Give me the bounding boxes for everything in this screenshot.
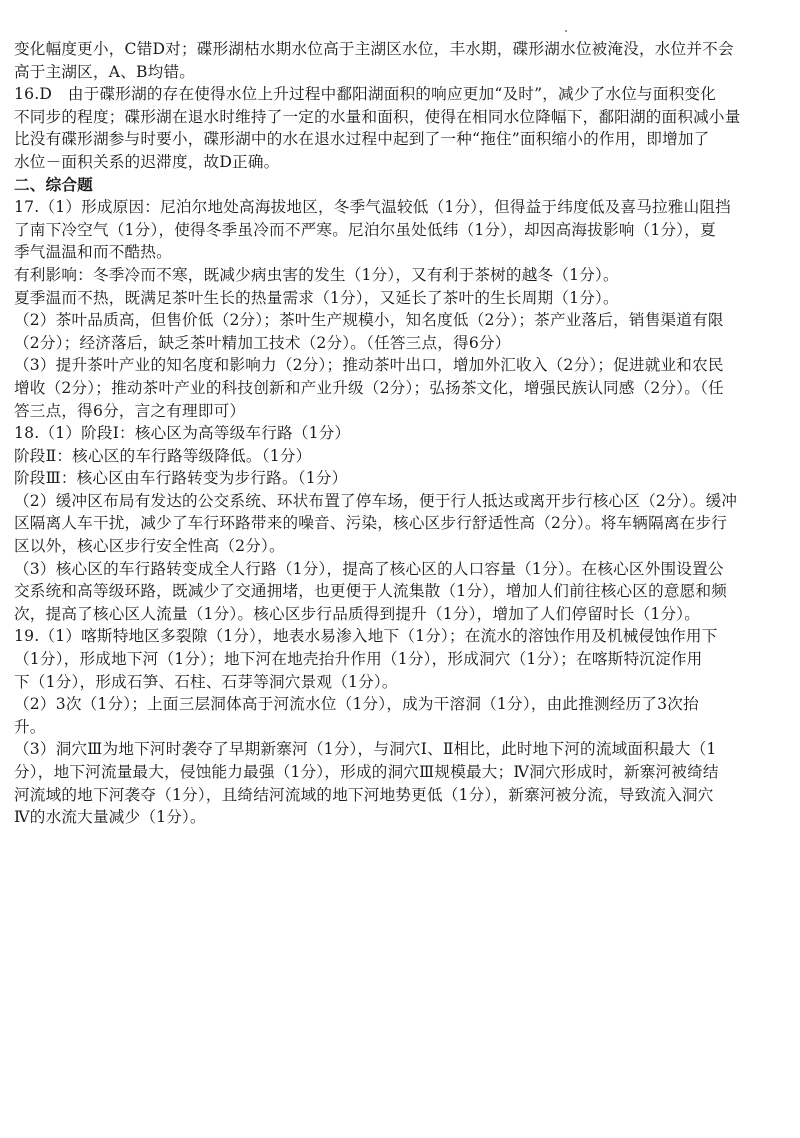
text-line: 17.（1）形成原因：尼泊尔地处高海拔地区，冬季气温较低（1分），但得益于纬度低及喜马拉雅山阻挡 [14,198,731,217]
section-heading: 二、综合题 [14,174,93,194]
text-line: Ⅳ的水流大量减少（1分）。 [14,808,206,827]
text-line: 次，提高了核心区人流量（1分）。核心区步行品质得到提升（1分），增加了人们停留时长（1分）。 [14,604,701,623]
text-line: 答三点，得6分，言之有理即可） [14,401,246,420]
answer-document [14,38,786,829]
text-line: 阶段Ⅲ：核心区由车行路转变为步行路。（1分） [14,469,348,488]
text-line: 区以外，核心区步行安全性高（2分）。 [14,537,285,556]
text-line: 季气温温和而不酷热。 [14,243,172,262]
text-line: （2）缓冲区布局有发达的公交系统、环状布置了停车场，便于行人抵达或离开步行核心区（2分）。缓冲 [14,491,738,510]
text-line: 水位－面积关系的迟滞度，故D正确。 [14,152,280,171]
text-line: 19.（1）喀斯特地区多裂隙（1分），地表水易渗入地下（1分）；在流水的溶蚀作用及机械侵蚀作用下 [14,627,718,646]
text-line: （2）3次（1分）；上面三层洞体高于河流水位（1分），成为干溶洞（1分），由此推测经历了3次抬 [14,695,699,714]
text-line: 高于主湖区，A、B均错。 [14,62,196,81]
text-line: 16.D 由于碟形湖的存在使得水位上升过程中鄱阳湖面积的响应更加“及时”，减少了水位与面积变化 [14,85,716,104]
text-line: 区隔离人车干扰，减少了车行环路带来的噪音、污染，核心区步行舒适性高（2分）。将车辆隔离在步行 [14,514,728,533]
text-line: 下（1分），形成石笋、石柱、石芽等洞穴景观（1分）。 [14,672,398,691]
text-line: （1分），形成地下河（1分）；地下河在地壳抬升作用（1分），形成洞穴（1分）；在喀斯特沉淀作用 [14,650,703,669]
text-line: 18.（1）阶段Ⅰ：核心区为高等级车行路（1分） [14,424,351,443]
text-line: 夏季温而不热，既满足茶叶生长的热量需求（1分），又延长了茶叶的生长周期（1分）。 [14,288,619,307]
scan-speck [565,30,567,32]
text-line: 阶段Ⅱ：核心区的车行路等级降低。（1分） [14,446,312,465]
text-line: （2）茶叶品质高，但售价低（2分）；茶叶生产规模小，知名度低（2分）；茶产业落后，销售渠道有限 [14,311,724,330]
text-line: 升。 [14,717,46,736]
text-line: 河流域的地下河袭夺（1分），且绮结河流域的地下河地势更低（1分），新寨河被分流，导致流入洞穴 [14,785,714,804]
text-line: 有利影响：冬季冷而不寒，既减少病虫害的发生（1分），又有利于茶树的越冬（1分）。 [14,265,619,284]
text-line: （2分）；经济落后，缺乏茶叶精加工技术（2分）。（任答三点，得6分） [14,333,511,352]
text-line: 分），地下河流量最大，侵蚀能力最强（1分），形成的洞穴Ⅲ规模最大；Ⅳ洞穴形成时，新寨河被绮结 [14,763,719,781]
text-line: 交系统和高等级环路，既减少了交通拥堵，也更便于人流集散（1分），增加人们前往核心区的意愿和频 [14,582,728,601]
text-line: 了南下冷空气（1分），使得冬季虽冷而不严寒。尼泊尔虽处低纬（1分），却因高海拔影响（1分），夏 [14,220,716,239]
text-line: 变化幅度更小，C错D对；碟形湖枯水期水位高于主湖区水位，丰水期，碟形湖水位被淹没，水位并不会 [14,40,734,58]
text-line: （3）洞穴Ⅲ为地下河时袭夺了早期新寨河（1分），与洞穴Ⅰ、Ⅱ相比，此时地下河的流域面积最大（1 [14,740,717,759]
text-line: 比没有碟形湖参与时要小，碟形湖中的水在退水过程中起到了一种“拖住”面积缩小的作用，即增加了 [14,130,710,149]
text-line: 不同步的程度；碟形湖在退水时维持了一定的水量和面积，使得在相同水位降幅下，鄱阳湖的面积减小量 [14,107,741,126]
text-line: （3）提升茶叶产业的知名度和影响力（2分）；推动茶叶出口，增加外汇收入（2分）；促进就业和农民 [14,356,724,375]
text-line: （3）核心区的车行路转变成全人行路（1分），提高了核心区的人口容量（1分）。在核心区外围设置公 [14,559,724,578]
text-line: 增收（2分）；推动茶叶产业的科技创新和产业升级（2分）；弘扬茶文化，增强民族认同感（2分）。（任 [14,378,724,397]
